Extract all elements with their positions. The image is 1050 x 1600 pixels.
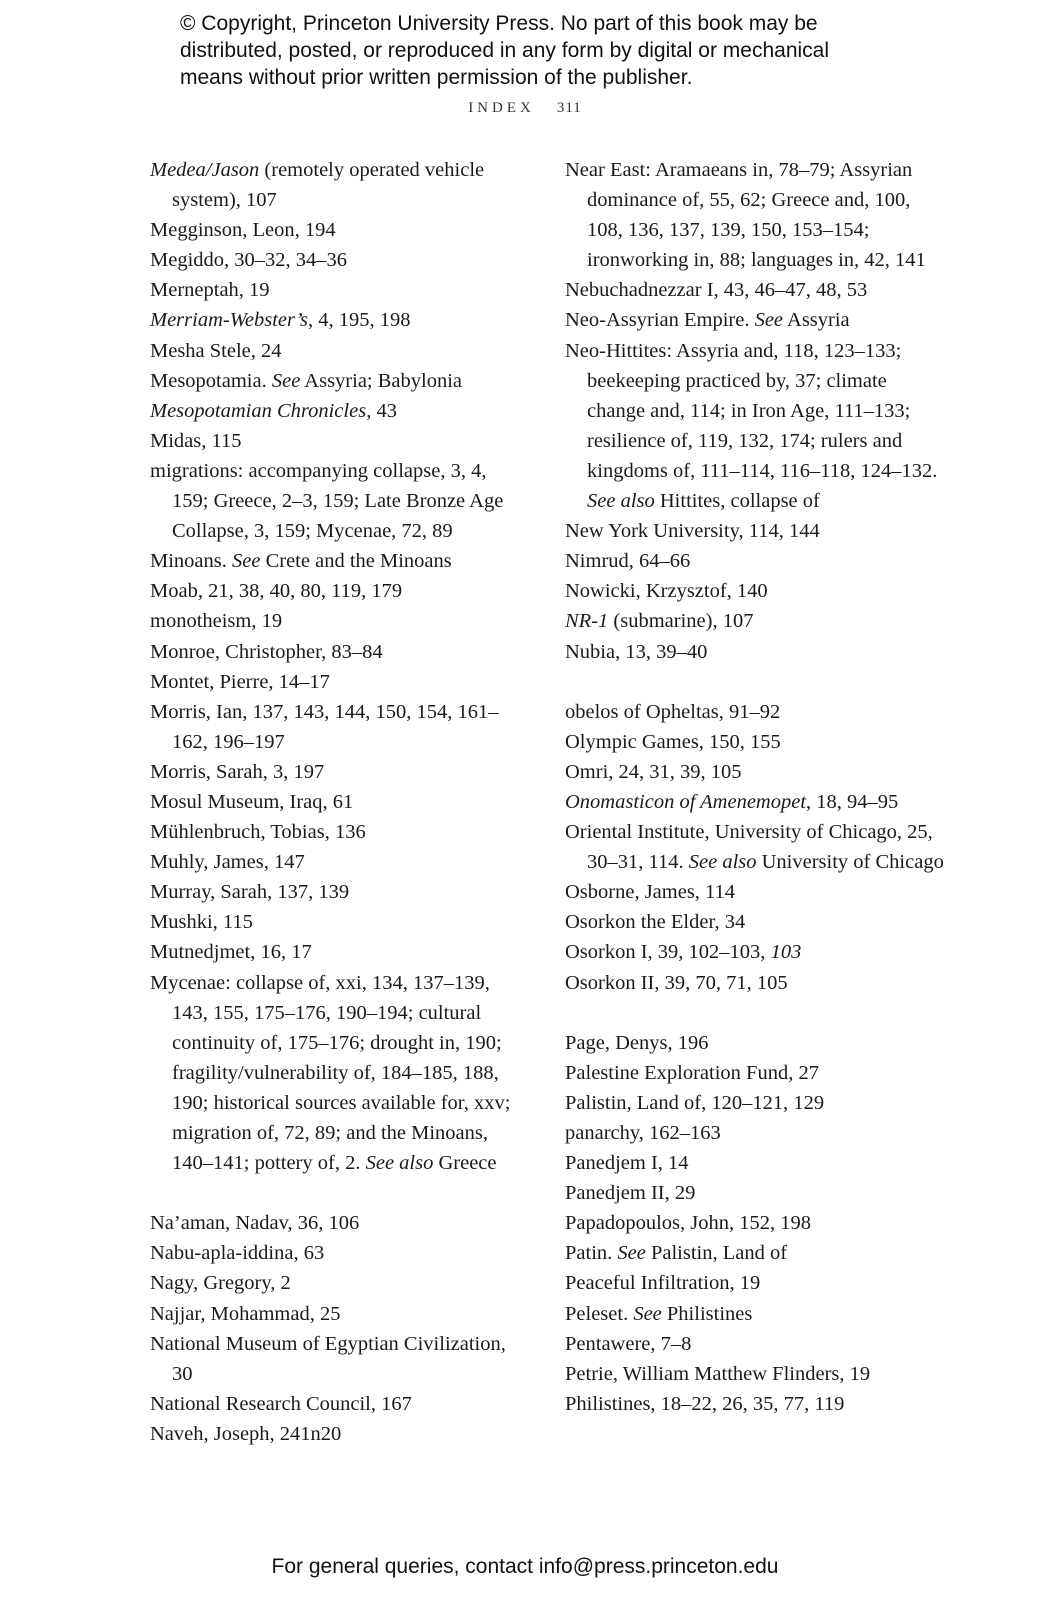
copyright-line: distributed, posted, or reproduced in any form by digital or mechanical xyxy=(180,39,830,62)
entry-text: Patin. xyxy=(565,1242,618,1265)
index-entry xyxy=(565,1299,945,1329)
index-entry xyxy=(565,757,945,787)
entry-text: Neo-Hittites: Assyria and, 118, 123–133; beekeeping practiced by, 37; climate change and, 114; in Iron Age, 111–133; resilience of, 119, 132, 174; rulers and kingdoms of, 111–114, 116–118, 124–132. xyxy=(565,339,938,482)
entry-text: Najjar, Mohammad, 25 xyxy=(150,1302,341,1325)
index-entry xyxy=(150,757,525,787)
index-entry xyxy=(565,1268,945,1298)
entry-italic: See xyxy=(271,369,301,392)
index-entry xyxy=(565,1359,945,1389)
entry-italic: Medea/Jason xyxy=(150,159,260,181)
entry-text: Osorkon II, 39, 70, 71, 105 xyxy=(565,971,788,994)
entry-text: Pentawere, 7–8 xyxy=(565,1332,692,1355)
entry-text: Neo-Assyrian Empire. xyxy=(565,309,755,332)
index-entry xyxy=(565,1329,945,1359)
index-entry xyxy=(565,516,945,546)
entry-text: Petrie, William Matthew Flinders, 19 xyxy=(565,1362,871,1385)
entry-text: University of Chicago xyxy=(756,851,944,874)
entry-text: Palestine Exploration Fund, 27 xyxy=(565,1061,819,1084)
entry-italic: Merriam-Webster’s xyxy=(150,309,308,332)
index-entry xyxy=(565,1118,945,1148)
entry-text: Assyria xyxy=(783,309,850,332)
entry-text: Mutnedjmet, 16, 17 xyxy=(150,941,312,964)
index-entry xyxy=(150,1238,525,1268)
index-entry xyxy=(150,847,525,877)
entry-text: Naveh, Joseph, 241n20 xyxy=(150,1422,342,1445)
entry-text: Hittites, collapse of xyxy=(654,490,820,513)
entry-text: Philistines xyxy=(661,1302,753,1325)
entry-text: Nagy, Gregory, 2 xyxy=(150,1272,291,1295)
entry-italic: See xyxy=(617,1242,646,1265)
entry-text: Midas, 115 xyxy=(150,429,242,452)
entry-text: panarchy, 162–163 xyxy=(565,1122,721,1144)
entry-text: Osborne, James, 114 xyxy=(565,881,736,904)
entry-text: (submarine), 107 xyxy=(608,610,754,633)
entry-italic: See also xyxy=(587,490,655,513)
entry-text: Palistin, Land of xyxy=(645,1242,788,1265)
entry-text: Na’aman, Nadav, 36, 106 xyxy=(150,1212,360,1235)
entry-text: Megiddo, 30–32, 34–36 xyxy=(150,249,348,272)
index-entry xyxy=(150,1419,525,1449)
entry-text: Mühlenbruch, Tobias, 136 xyxy=(150,821,366,844)
section-gap xyxy=(150,1178,525,1208)
index-entry xyxy=(565,1058,945,1088)
index-entry xyxy=(150,937,525,967)
index-column-right xyxy=(565,155,945,1419)
index-entry xyxy=(150,1299,525,1329)
section-gap xyxy=(565,998,945,1028)
index-entry xyxy=(150,366,525,396)
index-column-left xyxy=(150,155,525,1449)
index-entry xyxy=(565,1028,945,1058)
index-entry xyxy=(150,1389,525,1419)
index-entry xyxy=(150,396,525,426)
entry-text: Nabu-apla-iddina, 63 xyxy=(150,1242,325,1265)
index-entry xyxy=(150,305,525,335)
copyright-line: means without prior written permission of the publisher. xyxy=(180,66,693,89)
entry-text: migrations: accompanying collapse, 3, 4, 159; Greece, 2–3, 159; Late Bronze Age Collapse, 3, 159; Mycenae, 72, 89 xyxy=(150,459,504,543)
index-entry xyxy=(150,877,525,907)
entry-italic: See xyxy=(232,550,261,573)
entry-text: monotheism, 19 xyxy=(150,610,283,633)
index-entry xyxy=(150,456,525,546)
index-entry xyxy=(565,275,945,305)
entry-text: New York University, 114, 144 xyxy=(565,520,820,543)
entry-italic: 103 xyxy=(770,941,802,964)
index-entry xyxy=(565,1178,945,1208)
entry-text: Near East: Aramaeans in, 78–79; Assyrian dominance of, 55, 62; Greece and, 100, 108, 136, 137, 139, 150, 153–154; ironworking in, 88; languages in, 42, 141 xyxy=(565,159,926,272)
page-number: 311 xyxy=(556,100,582,116)
index-entry xyxy=(150,155,525,215)
entry-text: Nowicki, Krzysztof, 140 xyxy=(565,580,768,603)
entry-text: National Museum of Egyptian Civilization, 30 xyxy=(150,1332,506,1385)
running-head xyxy=(0,100,1050,117)
index-entry xyxy=(565,697,945,727)
index-entry xyxy=(150,546,525,576)
entry-text: Murray, Sarah, 137, 139 xyxy=(150,881,350,904)
index-entry xyxy=(565,877,945,907)
index-entry xyxy=(565,907,945,937)
entry-text: Nimrud, 64–66 xyxy=(565,550,691,573)
index-entry xyxy=(150,1268,525,1298)
entry-text: Moab, 21, 38, 40, 80, 119, 179 xyxy=(150,580,403,603)
entry-text: Greece xyxy=(433,1152,497,1175)
entry-text: Oriental Institute, University of Chicago, 25, 30–31, 114. xyxy=(565,821,933,874)
entry-text: Mushki, 115 xyxy=(150,911,253,934)
entry-text: Assyria; Babylonia xyxy=(300,369,463,392)
index-entry xyxy=(150,667,525,697)
entry-italic: Onomasticon of Amenemopet xyxy=(565,790,807,813)
index-entry xyxy=(150,576,525,606)
entry-italic: See also xyxy=(688,851,757,874)
index-entry xyxy=(565,155,945,275)
index-entry xyxy=(150,245,525,275)
index-entry xyxy=(565,787,945,817)
entry-text: Peleset. xyxy=(565,1302,634,1325)
index-entry xyxy=(150,817,525,847)
entry-text: (remotely operated vehicle system), 107 xyxy=(172,159,485,212)
entry-text: Panedjem II, 29 xyxy=(565,1182,696,1205)
index-entry xyxy=(565,817,945,877)
index-entry xyxy=(150,336,525,366)
entry-text: Page, Denys, 196 xyxy=(565,1031,709,1054)
entry-text: Megginson, Leon, 194 xyxy=(150,219,336,242)
section-title: INDEX xyxy=(468,100,535,116)
index-entry xyxy=(565,1238,945,1268)
index-entry xyxy=(565,576,945,606)
index-entry xyxy=(150,426,525,456)
index-entry xyxy=(565,727,945,757)
entry-text: Philistines, 18–22, 26, 35, 77, 119 xyxy=(565,1392,845,1415)
index-entry xyxy=(565,1088,945,1118)
index-entry xyxy=(150,215,525,245)
entry-text: , 18, 94–95 xyxy=(806,790,899,813)
index-entry xyxy=(565,546,945,576)
entry-text: Peaceful Infiltration, 19 xyxy=(565,1272,761,1295)
entry-text: National Research Council, 167 xyxy=(150,1392,412,1415)
entry-italic: NR-1 xyxy=(565,610,609,633)
entry-text: Morris, Ian, 137, 143, 144, 150, 154, 161–162, 196–197 xyxy=(150,700,499,753)
entry-italic: Mesopotamian Chronicles xyxy=(150,399,367,422)
entry-text: Mesopotamia. xyxy=(150,369,272,392)
entry-text: obelos of Opheltas, 91–92 xyxy=(565,700,781,723)
entry-text: Muhly, James, 147 xyxy=(150,851,305,874)
index-entry xyxy=(565,937,945,967)
entry-text: Osorkon I, 39, 102–103, xyxy=(565,941,771,964)
entry-text: Mosul Museum, Iraq, 61 xyxy=(150,790,354,813)
index-entry xyxy=(565,336,945,517)
entry-text: Osorkon the Elder, 34 xyxy=(565,911,746,934)
entry-text: Mesha Stele, 24 xyxy=(150,339,282,362)
index-entry xyxy=(150,606,525,636)
index-entry xyxy=(565,1389,945,1419)
entry-text: , 43 xyxy=(366,399,397,422)
footer-contact: For general queries, contact info@press.princeton.edu xyxy=(271,1555,779,1578)
entry-text: Palistin, Land of, 120–121, 129 xyxy=(565,1091,825,1114)
entry-text: Mycenae: collapse of, xxi, 134, 137–139, 143, 155, 175–176, 190–194; cultural continuity of, 175–176; drought in, 190; fragility/vulnerability of, 184–185, 188, 190; historical sources available for, xxv; migration of, 72, 89; and the Minoans, 140–141; pottery of, 2. xyxy=(150,971,511,1175)
index-entry xyxy=(565,606,945,636)
section-gap xyxy=(565,667,945,697)
index-entry xyxy=(150,697,525,757)
index-entry xyxy=(150,907,525,937)
entry-text: Montet, Pierre, 14–17 xyxy=(150,670,330,693)
index-entry xyxy=(150,637,525,667)
index-entry xyxy=(565,637,945,667)
index-entry xyxy=(150,275,525,305)
entry-text: Merneptah, 19 xyxy=(150,279,270,302)
copyright-notice xyxy=(180,10,940,91)
index-entry xyxy=(150,1329,525,1389)
entry-italic: See xyxy=(754,309,784,332)
index-entry xyxy=(565,305,945,335)
index-entry xyxy=(565,1208,945,1238)
index-entry xyxy=(565,968,945,998)
entry-text: Crete and the Minoans xyxy=(260,550,452,573)
entry-italic: See also xyxy=(365,1152,434,1175)
entry-text: Morris, Sarah, 3, 197 xyxy=(150,760,325,783)
entry-text: Nubia, 13, 39–40 xyxy=(565,640,708,663)
entry-text: Minoans. xyxy=(150,550,232,573)
entry-text: Papadopoulos, John, 152, 198 xyxy=(565,1212,811,1235)
entry-text: Nebuchadnezzar I, 43, 46–47, 48, 53 xyxy=(565,279,868,302)
entry-text: Olympic Games, 150, 155 xyxy=(565,730,781,753)
index-entry xyxy=(150,1208,525,1238)
entry-text: Omri, 24, 31, 39, 105 xyxy=(565,760,742,783)
index-entry xyxy=(565,1148,945,1178)
entry-italic: See xyxy=(633,1302,662,1325)
entry-text: , 4, 195, 198 xyxy=(307,309,411,332)
entry-text: Panedjem I, 14 xyxy=(565,1152,689,1175)
copyright-line: © Copyright, Princeton University Press. No part of this book may be xyxy=(180,12,818,35)
index-entry xyxy=(150,787,525,817)
entry-text: Monroe, Christopher, 83–84 xyxy=(150,640,383,663)
index-entry xyxy=(150,968,525,1179)
